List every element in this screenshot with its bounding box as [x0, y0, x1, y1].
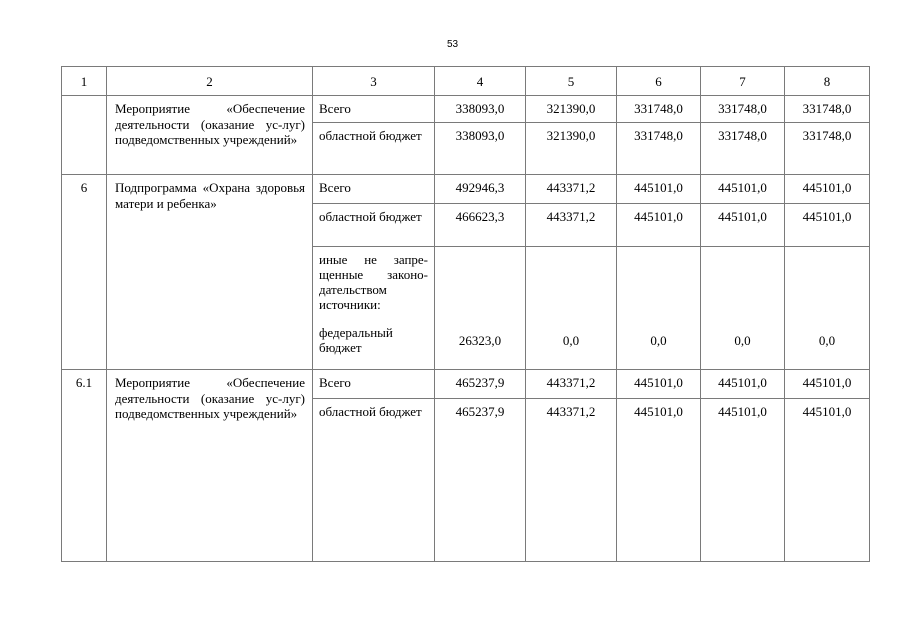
source-label: областной бюджет	[313, 399, 435, 562]
source-label: областной бюджет	[313, 204, 435, 247]
value-cell: 443371,2	[526, 370, 617, 399]
table-row	[62, 175, 870, 204]
value-cell: 445101,0	[785, 370, 870, 399]
value-cell: 443371,2	[526, 204, 617, 247]
value-cell: 331748,0	[701, 123, 785, 175]
value-cell: 26323,0	[435, 247, 526, 370]
other-sources-label: иные не запре-щенные законо-дательством источники:	[319, 252, 428, 312]
source-label: федеральный бюджет	[319, 325, 393, 355]
header-cell: 6	[617, 67, 701, 96]
header-cell: 2	[107, 67, 313, 96]
value-cell: 445101,0	[617, 204, 701, 247]
value-cell: 465237,9	[435, 370, 526, 399]
value-cell: 338093,0	[435, 96, 526, 123]
value-cell: 445101,0	[785, 204, 870, 247]
value-cell: 445101,0	[785, 175, 870, 204]
value-cell: 331748,0	[617, 96, 701, 123]
value-cell: 331748,0	[785, 96, 870, 123]
value-cell: 443371,2	[526, 399, 617, 562]
header-cell: 5	[526, 67, 617, 96]
table-row	[62, 370, 870, 399]
other-sources-cell	[313, 247, 435, 370]
value-cell: 0,0	[526, 247, 617, 370]
value-cell: 445101,0	[701, 370, 785, 399]
value-cell: 0,0	[617, 247, 701, 370]
value-cell: 0,0	[785, 247, 870, 370]
source-label: Всего	[313, 370, 435, 399]
row-number	[62, 96, 107, 175]
table-row	[62, 96, 870, 123]
value-cell: 445101,0	[617, 399, 701, 562]
row-name: Мероприятие «Обеспечение деятельности (оказание ус-луг) подведомственных учреждений»	[107, 96, 313, 175]
value-cell: 445101,0	[617, 175, 701, 204]
value-cell: 321390,0	[526, 96, 617, 123]
budget-table	[61, 66, 870, 562]
value-cell: 465237,9	[435, 399, 526, 562]
value-cell: 445101,0	[785, 399, 870, 562]
header-row	[62, 67, 870, 96]
value-cell: 331748,0	[617, 123, 701, 175]
row-name: Подпрограмма «Охрана здоровья матери и ребенка»	[107, 175, 313, 370]
header-cell: 7	[701, 67, 785, 96]
value-cell: 445101,0	[701, 175, 785, 204]
value-cell: 443371,2	[526, 175, 617, 204]
source-label: Всего	[313, 96, 435, 123]
value-cell: 466623,3	[435, 204, 526, 247]
value-cell: 445101,0	[701, 204, 785, 247]
value-cell: 445101,0	[701, 399, 785, 562]
header-cell: 3	[313, 67, 435, 96]
header-cell: 8	[785, 67, 870, 96]
row-name: Мероприятие «Обеспечение деятельности (оказание ус-луг) подведомственных учреждений»	[107, 370, 313, 562]
value-cell: 0,0	[701, 247, 785, 370]
header-cell: 1	[62, 67, 107, 96]
value-cell: 445101,0	[617, 370, 701, 399]
value-cell: 338093,0	[435, 123, 526, 175]
source-label: Всего	[313, 175, 435, 204]
row-number: 6.1	[62, 370, 107, 562]
value-cell: 321390,0	[526, 123, 617, 175]
source-label: областной бюджет	[313, 123, 435, 175]
value-cell: 331748,0	[785, 123, 870, 175]
value-cell: 492946,3	[435, 175, 526, 204]
header-cell: 4	[435, 67, 526, 96]
page-number: 53	[446, 39, 459, 50]
row-number: 6	[62, 175, 107, 370]
value-cell: 331748,0	[701, 96, 785, 123]
